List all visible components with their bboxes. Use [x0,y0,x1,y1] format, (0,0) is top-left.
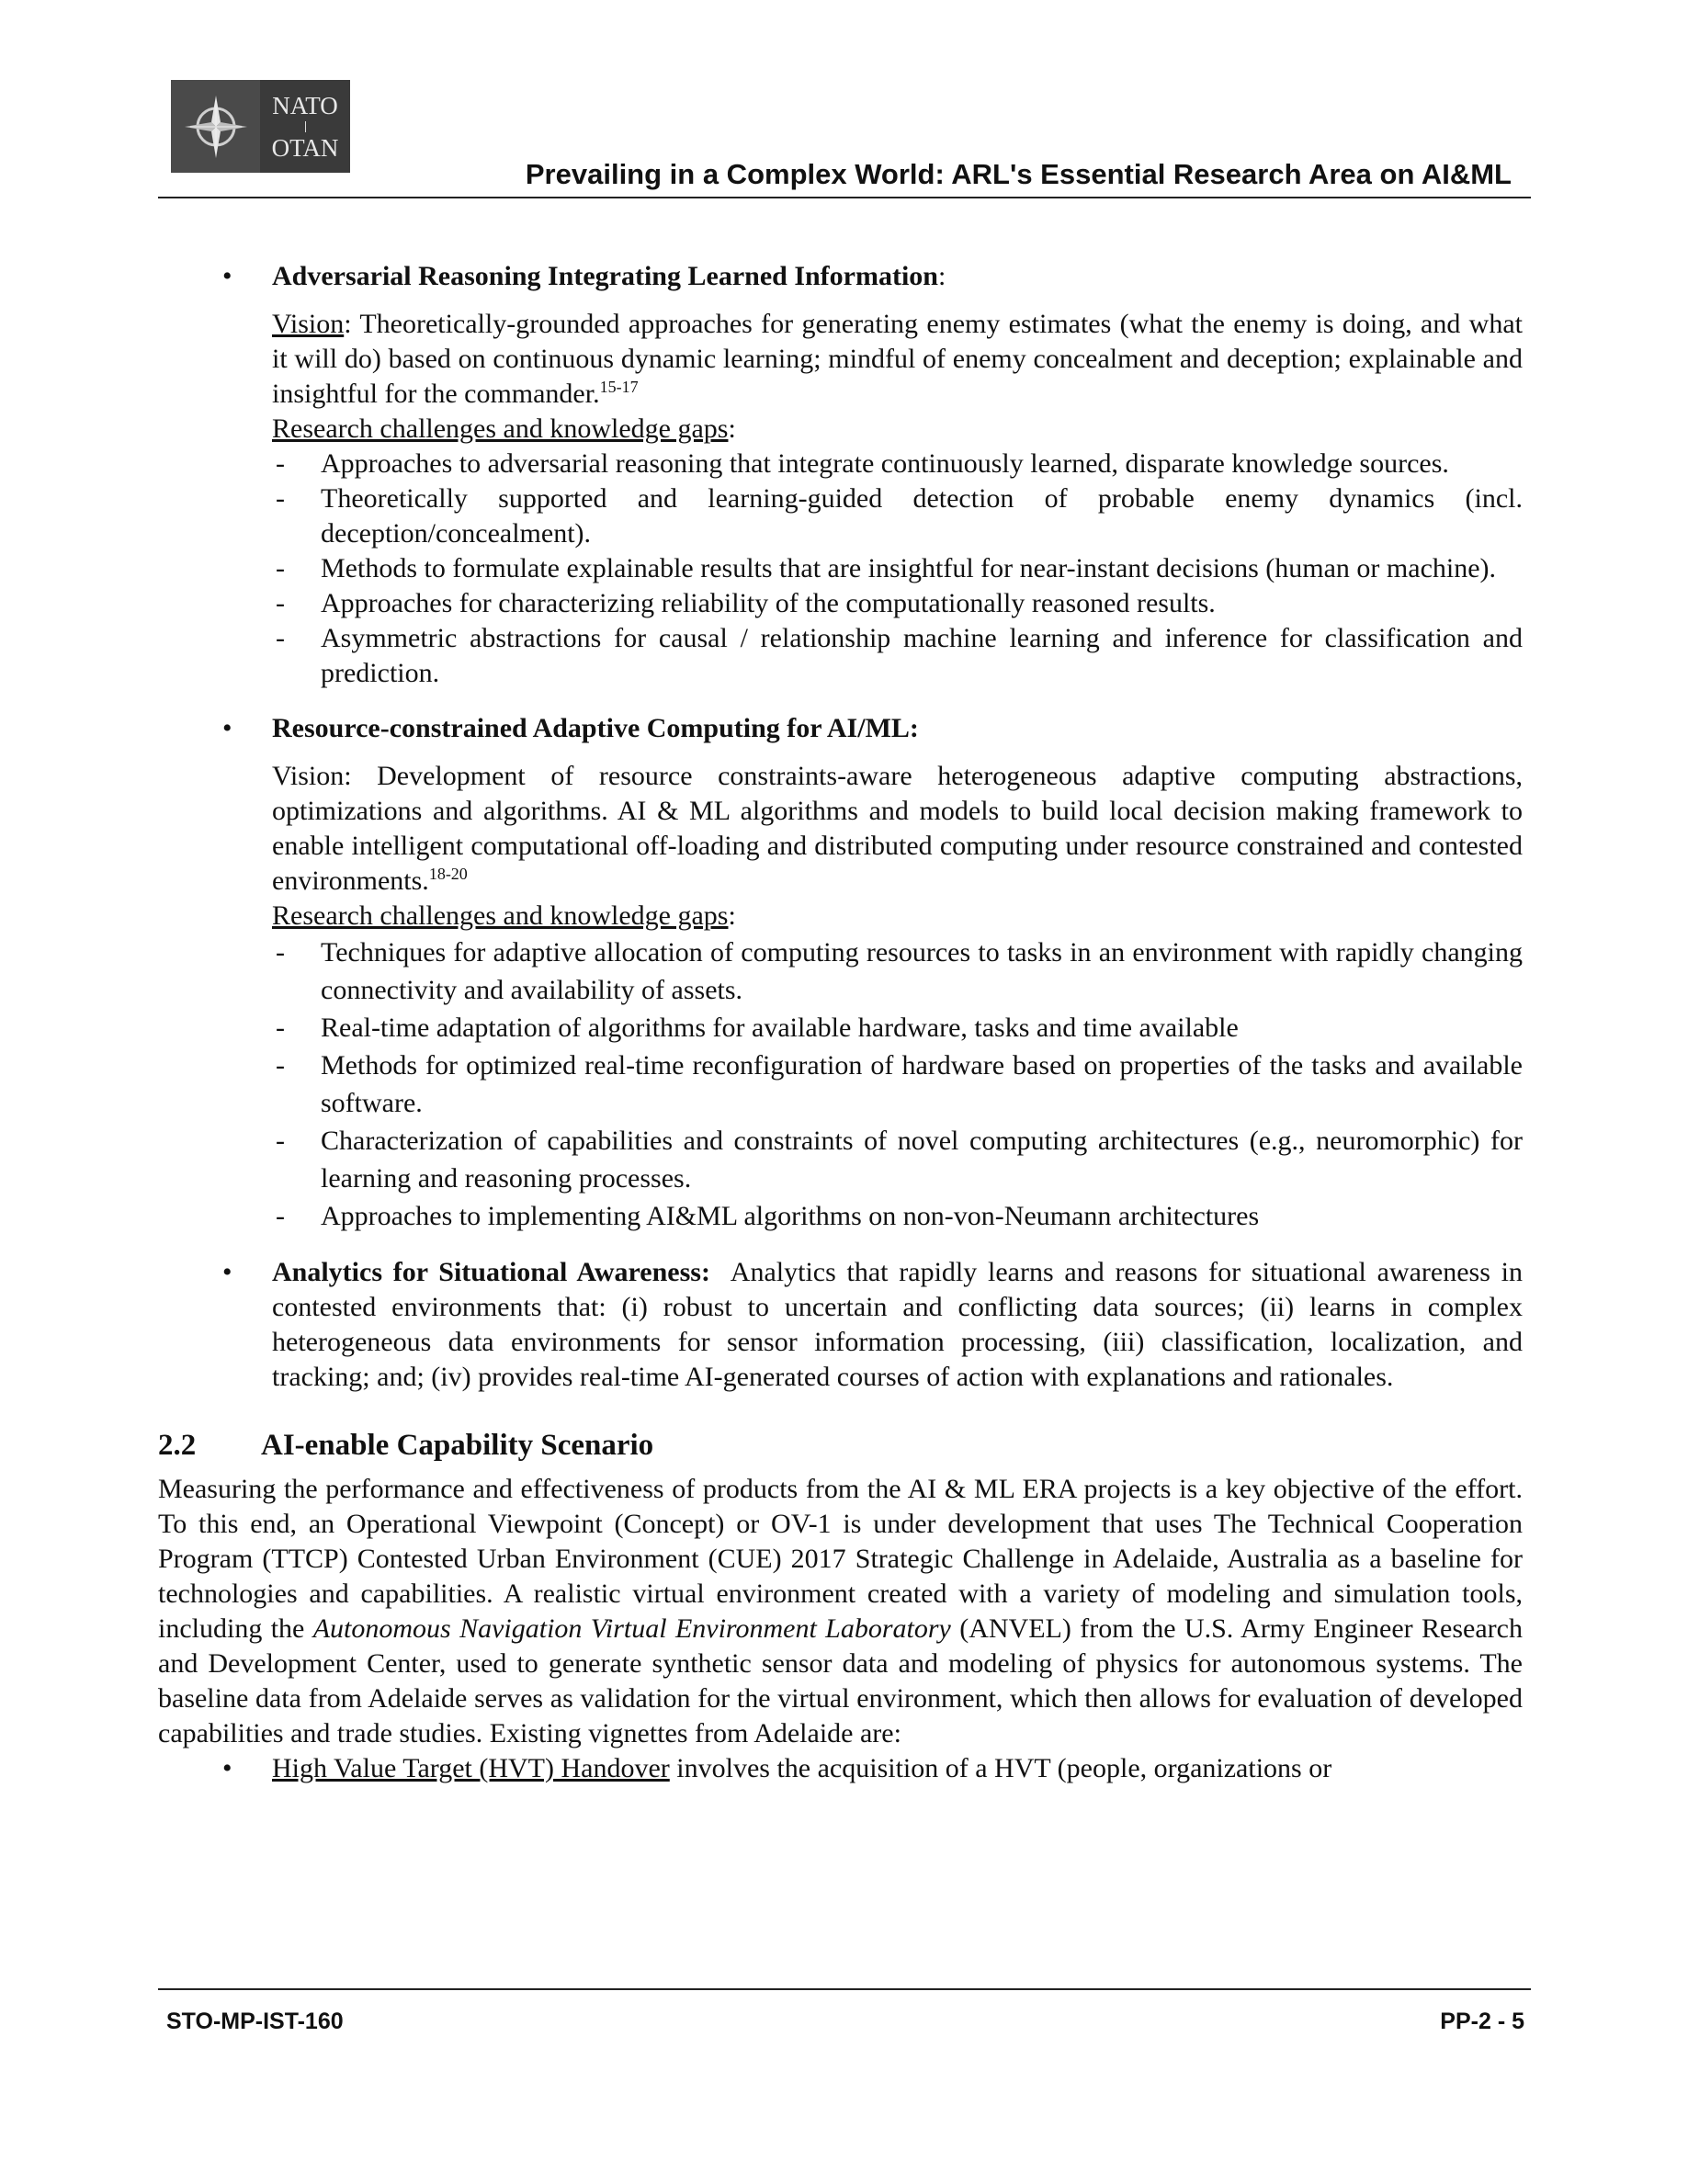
logo-line-otan: OTAN [271,133,339,162]
challenges-list [272,447,1523,691]
running-header-title: Prevailing in a Complex World: ARL's Essential Research Area on AI&ML [525,158,1512,190]
logo-line-nato: NATO [272,91,338,119]
paragraph-text: Measuring the performance and effectiveness of products from the AI & ML ERA projects is a key objective of the effort. To this end, an Operational Viewpoint (Concept) or OV-1 is under development that uses The Technical Cooperation Program (TTCP) Contested Urban Environment (CUE) 2017 Strategic Challenge in Adelaide, Australia as a baseline for technologies and capabilities. A realistic virtual environment created with a variety of modeling and simulation tools, including the [158,1474,1523,1644]
bullet-adversarial-reasoning [158,259,1523,691]
bullet-text: Analytics that rapidly learns and reasons for situational awareness in contested environments that: (i) robust to uncertain and conflicting data sources; (ii) learns in complex heterogeneous data environments for sensor information processing, (iii) classification, localization, and tracking; and; (iv) provides real-time AI-generated courses of action with explanations and rationales. [272,1257,1523,1392]
list-item: - Methods for optimized real-time reconfiguration of hardware based on properties of the tasks and available software. [276,1050,1523,1118]
nato-compass-star-icon [171,80,260,173]
list-item-text: Asymmetric abstractions for causal / relationship machine learning and inference for classification and prediction. [321,623,1523,688]
bullet-marker: • [222,1753,232,1783]
section-heading [158,1428,1523,1463]
list-item-text: Real-time adaptation of algorithms for available hardware, tasks and time available [321,1013,1239,1043]
list-item-text: Approaches to implementing AI&ML algorithms on non-von-Neumann architectures [321,1201,1260,1231]
footer-rule [158,1988,1531,1990]
vision-text: : Theoretically-grounded approaches for generating enemy estimates (what the enemy is doing, and what it will do) based on continuous dynamic learning; mindful of enemy concealment and deception; explainable and insightful for the commander. [272,309,1523,409]
challenges-label: Research challenges and knowledge gaps [272,900,729,931]
vignette-label: High Value Target (HVT) Handover [272,1753,670,1783]
section-body-paragraph [158,1472,1523,1751]
header-rule [158,197,1531,198]
bullet-title: Adversarial Reasoning Integrating Learned Information [272,261,938,291]
page-content [158,259,1523,1786]
paragraph-text: (ANVEL) from the U.S. Army Engineer Research and Development Center, used to generate synthetic sensor data and modeling of physics for autonomous systems. The baseline data from Adelaide serves as validation for the virtual environment, which then allows for evaluation of developed capabilities and trade studies. Existing vignettes from Adelaide are: [158,1613,1523,1748]
list-item: - Characterization of capabilities and constraints of novel computing architectures (e.g., neuromorphic) for learning and reasoning processes. [276,1126,1523,1194]
footer-document-id: STO-MP-IST-160 [166,2009,344,2034]
list-item: - Techniques for adaptive allocation of computing resources to tasks in an environment with rapidly changing connectivity and availability of assets. [276,937,1523,1005]
list-item-text: Techniques for adaptive allocation of computing resources to tasks in an environment with rapidly changing connectivity and availability of assets. [321,937,1523,1005]
vision-paragraph [272,759,1523,899]
citation-ref: 15-17 [599,378,639,396]
analytics-paragraph [272,1255,1523,1395]
challenges-list [272,934,1523,1235]
challenges-label: Research challenges and knowledge gaps [272,413,729,444]
vignette-text: involves the acquisition of a HVT (people, organizations or [669,1753,1332,1783]
list-item: - Approaches to implementing AI&ML algorithms on non-von-Neumann architectures [276,1201,1260,1231]
list-item: - Approaches to adversarial reasoning that integrate continuously learned, disparate knowledge sources. [276,448,1449,479]
list-item: - Real-time adaptation of algorithms for available hardware, tasks and time available [276,1013,1239,1043]
vision-text: Vision: Development of resource constraints-aware heterogeneous adaptive computing abstractions, optimizations and algorithms. AI & ML algorithms and models to build local decision making framework to enable intelligent computational off-loading and distributed computing under resource constrained and contested environments. [272,761,1523,896]
bullet-analytics-situational-awareness [158,1255,1523,1395]
list-item: - Theoretically supported and learning-guided detection of probable enemy dynamics (incl. deception/concealment). [276,483,1523,549]
bullet-title: Resource-constrained Adaptive Computing for AI/ML: [272,713,919,743]
footer-page-number: PP-2 - 5 [1440,2009,1524,2034]
bullet-marker: • [222,261,232,291]
challenges-heading [272,899,1523,934]
bullet-resource-constrained-computing [158,711,1523,1235]
list-item-text: Approaches for characterizing reliability of the computationally reasoned results. [321,588,1216,618]
list-item: - Asymmetric abstractions for causal / relationship machine learning and inference for classification and prediction. [276,623,1523,688]
list-item-text: Theoretically supported and learning-guided detection of probable enemy dynamics (incl. deception/concealment). [321,483,1523,549]
list-item: - Methods to formulate explainable results that are insightful for near-instant decisions (human or machine). [276,553,1497,583]
challenges-colon: : [728,413,736,444]
challenges-colon: : [728,900,736,931]
nato-otan-logo [171,80,350,173]
challenges-heading [272,412,1523,447]
section-number: 2.2 [158,1429,197,1462]
vision-paragraph [272,307,1523,412]
list-item-text: Approaches to adversarial reasoning that integrate continuously learned, disparate knowledge sources. [321,448,1449,479]
logo-separator [305,121,306,132]
list-item-text: Methods to formulate explainable results that are insightful for near-instant decisions (human or machine). [321,553,1497,583]
list-item-text: Methods for optimized real-time reconfiguration of hardware based on properties of the tasks and available software. [321,1050,1523,1118]
section-title: AI-enable Capability Scenario [261,1429,654,1462]
list-item: - Approaches for characterizing reliability of the computationally reasoned results. [276,588,1216,618]
bullet-title: Analytics for Situational Awareness: [272,1257,710,1287]
bullet-marker: • [222,1257,232,1287]
paragraph-italic-text: Autonomous Navigation Virtual Environment Laboratory [312,1613,951,1644]
vignette-bullet [158,1751,1523,1786]
bullet-heading [272,259,1523,294]
logo-wordmark [260,80,350,173]
bullet-title-colon: : [937,261,946,291]
bullet-marker: • [222,713,232,743]
list-item-text: Characterization of capabilities and constraints of novel computing architectures (e.g., neuromorphic) for learning and reasoning processes. [321,1126,1523,1194]
vision-label: Vision [272,309,345,339]
citation-ref: 18-20 [428,865,468,883]
